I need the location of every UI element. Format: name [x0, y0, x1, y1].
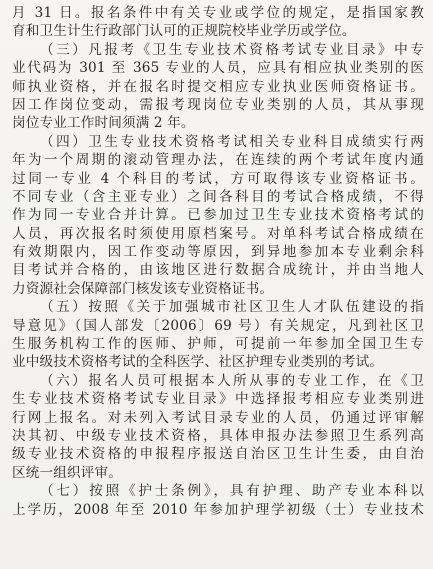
text-line: 决其初、中级专业技术资格，具体申报办法参照卫生系列高	[12, 427, 424, 444]
text-line: 育和卫生计生行政部门认可的正规院校毕业学历或学位。	[12, 23, 356, 40]
text-line: 不同专业（含主亚专业）之间各科目的考试合格成绩，不得	[12, 188, 424, 205]
text-line: （七）按照《护士条例》，具有护理、助产专业本科以	[40, 483, 424, 500]
text-line: 业中级技术资格考试的全科医学、社区护理专业类别的考试。	[12, 354, 384, 371]
text-line: 年为一个周期的滚动管理办法，在连续的两个考试年度内通	[12, 152, 424, 169]
text-line: 力资源社会保障部门核发该专业资格证书。	[12, 280, 274, 297]
text-line: （五）按照《关于加强城市社区卫生人才队伍建设的指	[40, 299, 424, 316]
text-line: 区统一组织评审。	[12, 464, 122, 481]
text-line: 行网上报名。对未列入考试目录专业的人员，仍通过评审解	[12, 409, 424, 426]
text-line: 级专业技术资格的申报程序报送自治区卫生计生委，由自治	[12, 446, 424, 463]
text-line: 因工作岗位变动，需报考现岗位专业类别的人员，其从事现	[12, 96, 424, 113]
text-line: 作为同一专业合并计算。已参加过卫生专业技术资格考试的	[12, 207, 424, 224]
text-line: （四）卫生专业技术资格考试相关专业科目成绩实行两	[40, 133, 424, 150]
text-line: 过同一专业 4 个科目的考试，方可取得该专业资格证书。	[12, 170, 424, 187]
text-line: 月 31 日。报名条件中有关专业或学位的规定，是指国家教	[12, 5, 424, 21]
text-line: 导意见》（国人部发〔2006〕69 号）有关规定，凡到社区卫	[12, 317, 424, 334]
text-line: （六）报名人员可根据本人所从事的专业工作，在《卫	[40, 372, 424, 389]
text-line: 目考试并合格的，由该地区进行数据合成统计，并由当地人	[12, 262, 424, 279]
text-line: 业代码为 301 至 365 专业的人员，应具有相应执业类别的医	[12, 60, 424, 77]
text-line: 生服务机构工作的医师、护师，可提前一年参加全国卫生专	[12, 336, 424, 353]
document-body	[12, 4, 424, 519]
text-line: 生专业技术资格考试专业目录》中选择报考相应专业类别进	[12, 391, 424, 408]
text-line: 上学历，2008 年至 2010 年参加护理学初级（士）专业技术	[12, 501, 424, 518]
text-line: 师执业资格，并在报名时提交相应专业执业医师资格证书。	[12, 78, 424, 95]
text-line: 人员，再次报名时须使用原档案号。对单科考试合格成绩在	[12, 225, 424, 242]
text-line: 岗位专业工作时间须满 2 年。	[12, 115, 195, 132]
text-line: （三）凡报考《卫生专业技术资格考试专业目录》中专	[40, 41, 424, 58]
text-line: 有效期限内，因工作变动等原因，到异地参加本专业剩余科	[12, 244, 424, 261]
